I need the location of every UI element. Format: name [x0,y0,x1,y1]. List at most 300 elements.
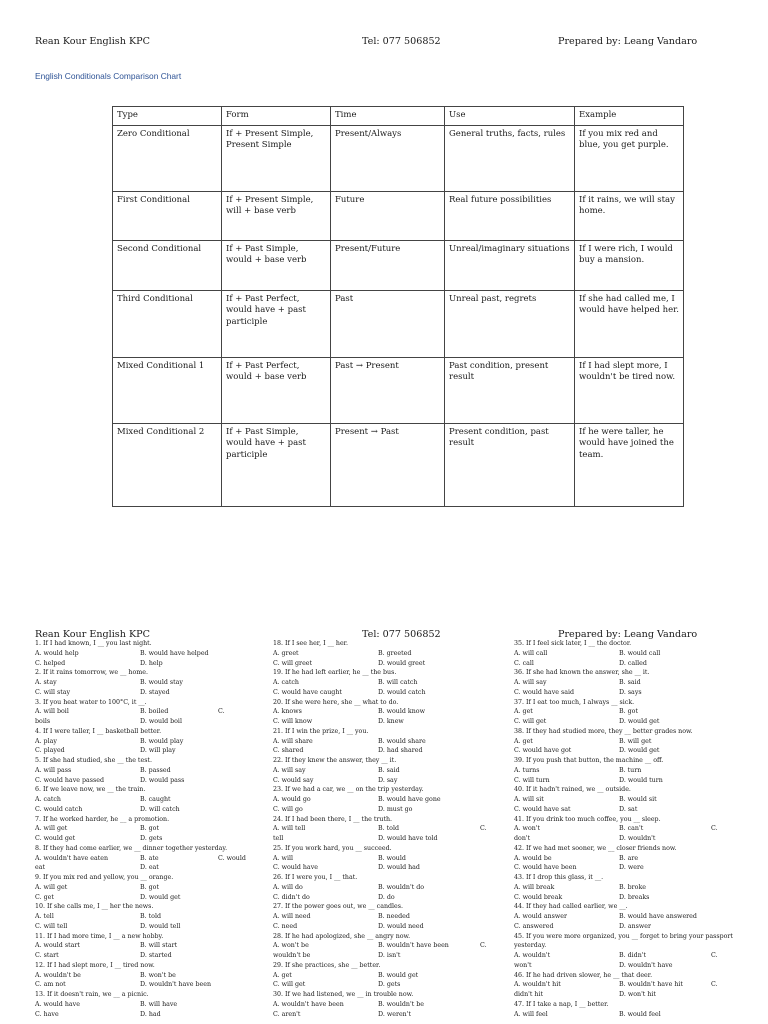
quiz-option: C. would [218,854,246,862]
quiz-option: D. had shared [378,747,423,755]
quiz-options-row [514,688,744,698]
quiz-option: D. would tell [140,922,181,930]
table-header-cell: Example [575,107,684,126]
quiz-option: A. wouldn't hit [514,981,561,989]
table-cell: If + Present Simple, Present Simple [222,125,331,191]
quiz-question-text: 28. If he had apologized, she __ angry now. [273,932,411,940]
quiz-options-row [273,649,493,659]
quiz-option: A. will boil [35,708,69,716]
quiz-line [35,756,255,766]
quiz-option: A. will feel [514,1010,548,1018]
quiz-line [514,785,744,795]
quiz-option: D. wouldn't have [619,961,673,969]
quiz-option: D. would get [619,718,660,725]
quiz-option: D. will catch [140,805,180,813]
quiz-option: C. will stay [35,688,71,696]
quiz-question-text: 35. If I feel sick later, I __ the doctor. [514,640,632,647]
quiz-options-row [35,883,255,893]
quiz-question-text: 13. If it doesn't rain, we __ a picnic. [35,991,149,998]
quiz-option: D. knew [378,718,404,725]
header-school-name: Rean Kour English KPC [35,36,150,47]
quiz-option: C. answered [514,922,554,930]
quiz-option: D. gets [378,981,401,989]
quiz-option: D. eat [140,864,159,872]
quiz-option: A. will get [35,883,68,891]
quiz-options-row [35,893,255,903]
quiz-option: B. needed [378,913,410,920]
quiz-options-row [273,766,493,776]
quiz-option: A. wouldn't have eaten [35,854,109,862]
quiz-question-text: 19. If he had left earlier, he __ the bus. [273,669,397,677]
quiz-options-row [35,912,255,922]
quiz-question-text: 37. If I eat too much, I always __ sick. [514,698,635,706]
quiz-options-row [514,922,744,932]
quiz-option: B. would [378,854,406,862]
quiz-option: D. wouldn't [619,835,656,842]
quiz-option: D. stayed [140,688,170,696]
quiz-option: D. had [140,1010,161,1018]
quiz-options-row [35,766,255,776]
quiz-options-row [35,746,255,756]
quiz-option: D. will play [140,747,176,755]
quiz-options-row [273,659,493,669]
table-cell: Present/Always [331,125,445,191]
header-phone: Tel: 077 506852 [362,36,441,47]
table-cell: Future [331,191,445,240]
quiz-option: B. will have [140,1000,178,1008]
quiz-options-row [273,854,493,864]
quiz-question-text: 9. If you mix red and yellow, you __ orange. [35,874,174,881]
quiz-option: A. would start [35,942,80,950]
quiz-question-text: 29. If she practices, she __ better. [273,961,381,969]
quiz-option: don't [514,835,531,842]
quiz-option: A. will get [35,825,68,833]
quiz-option: A. wouldn't have been [273,1000,344,1008]
quiz-column-3 [514,639,744,1019]
quiz-line [35,668,255,678]
quiz-option: B. greeted [378,649,412,657]
quiz-option: B. wouldn't do [378,883,425,891]
quiz-option: A. greet [273,649,299,657]
quiz-options-row [514,649,744,659]
quiz-option: A. get [273,971,292,979]
quiz-options-row [273,805,493,815]
quiz-options-row [273,922,493,932]
quiz-option: D. would boil [140,718,182,725]
quiz-option: C. would have [273,864,318,872]
quiz-option: A. will share [273,737,313,745]
quiz-options-row [35,1000,255,1010]
quiz-line [35,844,255,854]
quiz-options-row [273,893,493,903]
table-row [113,191,684,240]
quiz-option: C. need [273,922,298,930]
quiz-line [273,785,493,795]
quiz-question-text: yesterday. [514,942,547,950]
quiz-options-row [514,737,744,747]
quiz-option: A. would answer [514,913,568,920]
table-cell: If + Past Perfect, would have + past participle [222,290,331,357]
quiz-option: C. have [35,1010,59,1018]
table-cell: Second Conditional [113,240,222,290]
quiz-option: C. would have passed [35,776,104,784]
quiz-options-row [514,883,744,893]
quiz-option: A. turns [514,766,540,774]
quiz-question-text: 25. If you work hard, you __ succeed. [273,844,392,852]
quiz-line [273,668,493,678]
quiz-line [35,698,255,708]
quiz-option: C. will tell [35,922,68,930]
quiz-option: didn't hit [514,991,543,998]
quiz-options-row [514,854,744,864]
quiz-options-row [35,717,255,727]
quiz-option: C. call [514,659,534,667]
table-cell: If + Past Simple, would + base verb [222,240,331,290]
quiz-option: B. got [140,825,159,833]
quiz-line [514,971,744,981]
quiz-options-row [273,824,493,834]
table-row [113,423,684,506]
quiz-option: B. will get [619,737,652,745]
table-row [113,290,684,357]
header2-phone: Tel: 077 506852 [362,629,441,640]
quiz-option: D. weren't [378,1010,411,1018]
quiz-question-text: 6. If we leave now, we __ the train. [35,786,146,794]
quiz-option: C. shared [273,747,304,755]
quiz-option: B. broke [619,883,647,891]
table-header-cell: Use [445,107,575,126]
quiz-options-row [273,883,493,893]
quiz-options-row [514,961,744,971]
quiz-line [273,844,493,854]
table-header-cell: Form [222,107,331,126]
quiz-option: A. would go [273,796,311,803]
quiz-question-text: 44. If they had called earlier, we __. [514,903,628,911]
quiz-option: D. started [140,952,172,959]
quiz-option: D. isn't [378,952,401,959]
quiz-option: D. were [619,864,644,872]
quiz-option: B. boiled [140,708,169,716]
quiz-options-row [35,824,255,834]
quiz-option: C. [711,981,718,989]
quiz-line [273,873,493,883]
quiz-option: D. would have told [378,835,438,842]
quiz-options-row [35,834,255,844]
quiz-options-row [514,1010,744,1020]
quiz-option: C. aren't [273,1010,301,1018]
quiz-options-row [514,863,744,873]
quiz-option: A. knows [273,708,302,716]
table-cell: Past → Present [331,357,445,423]
quiz-option: B. wouldn't have been [378,942,449,950]
quiz-option: A. catch [35,796,61,803]
table-cell: If it rains, we will stay home. [575,191,684,240]
quiz-options-row [273,717,493,727]
quiz-options-row [35,707,255,717]
quiz-option: A. will break [514,883,555,891]
conditionals-table [112,106,684,507]
quiz-options-row [273,971,493,981]
quiz-option: D. would had [378,864,420,872]
quiz-options-row [273,941,493,951]
quiz-options-row [273,1010,493,1020]
quiz-options-row [273,737,493,747]
quiz-option: B. got [140,883,159,891]
table-cell: Mixed Conditional 1 [113,357,222,423]
quiz-option: D. would catch [378,688,426,696]
quiz-option: B. can't [619,825,644,833]
quiz-option: D. called [619,659,647,667]
quiz-option: C. helped [35,659,66,667]
quiz-option: eat [35,864,46,872]
quiz-question-text: 1. If I had known, I __ you last night. [35,640,152,647]
quiz-question-text: 20. If she were here, she __ what to do. [273,698,399,706]
quiz-line [35,932,255,942]
quiz-options-row [35,922,255,932]
table-cell: General truths, facts, rules [445,125,575,191]
quiz-option: C. [711,825,718,833]
header2-prepared-by: Prepared by: Leang Vandaro [558,629,698,640]
quiz-line [273,727,493,737]
quiz-option: D. answer [619,922,651,930]
quiz-option: D. wouldn't have been [140,981,212,989]
quiz-line [273,815,493,825]
quiz-option: B. caught [140,796,171,803]
quiz-option: D. breaks [619,893,650,901]
quiz-options-row [35,1010,255,1020]
quiz-option: boils [35,718,51,725]
chart-title: English Conditionals Comparison Chart [35,71,182,81]
quiz-line [35,815,255,825]
quiz-option: B. didn't [619,952,647,959]
table-cell: If he were taller, he would have joined the team. [575,423,684,506]
quiz-options-row [273,688,493,698]
quiz-option: A. will do [273,883,303,891]
quiz-option: A. will [273,854,293,862]
quiz-option: B. would play [140,737,184,745]
quiz-line [35,902,255,912]
table-cell: If I were rich, I would buy a mansion. [575,240,684,290]
quiz-option: C. would break [514,893,563,901]
quiz-line [35,961,255,971]
quiz-line [514,1000,744,1010]
quiz-option: A. will tell [273,825,306,833]
quiz-option: D. do [378,893,395,901]
quiz-options-row [35,863,255,873]
quiz-option: C. start [35,952,59,959]
quiz-options-row [35,649,255,659]
quiz-option: C. [218,708,225,716]
quiz-question-text: 23. If we had a car, we __ on the trip yesterday. [273,786,424,794]
quiz-options-row [514,980,744,990]
quiz-question-text: 36. If she had known the answer, she __ it. [514,669,650,677]
quiz-option: C. would have said [514,688,575,696]
quiz-option: B. would know [378,708,425,716]
quiz-line [514,902,744,912]
quiz-options-row [514,746,744,756]
quiz-options-row [273,678,493,688]
quiz-question-text: 7. If he worked harder, he __ a promotion. [35,815,170,823]
quiz-option: C. would have got [514,747,572,755]
quiz-question-text: 10. If she calls me, I __ her the news. [35,903,154,911]
table-cell: If + Past Simple, would have + past participle [222,423,331,506]
quiz-option: B. turn [619,766,642,774]
quiz-question-text: 26. If I were you, I __ that. [273,874,358,881]
quiz-options-row [514,951,744,961]
quiz-options-row [514,766,744,776]
quiz-option: D. would get [619,747,660,755]
quiz-option: C. played [35,747,65,755]
quiz-line [514,815,744,825]
table-cell: Past condition, present result [445,357,575,423]
quiz-option: D. help [140,659,163,667]
quiz-line [514,873,744,883]
quiz-option: A. will pass [35,766,72,774]
quiz-option: C. am not [35,981,66,989]
quiz-column-2 [273,639,493,1019]
quiz-question-text: 11. If I had more time, I __ a new hobby. [35,932,164,940]
quiz-question-text: 22. If they knew the answer, they __ it. [273,757,397,764]
quiz-option: C. will get [273,981,306,989]
table-cell: If you mix red and blue, you get purple. [575,125,684,191]
quiz-line [35,639,255,649]
quiz-options-row [35,941,255,951]
quiz-question-text: 43. If I drop this glass, it __. [514,874,604,881]
quiz-option: A. wouldn't be [35,971,81,979]
quiz-option: B. would stay [140,679,183,686]
quiz-line [514,668,744,678]
table-cell: Unreal past, regrets [445,290,575,357]
quiz-option: D. say [378,776,398,784]
quiz-question-text: 38. If they had studied more, they __ better grades now. [514,727,693,735]
quiz-question-text: 3. If you heat water to 100°C, it __. [35,698,147,706]
table-cell: Present condition, past result [445,423,575,506]
table-header-cell: Time [331,107,445,126]
quiz-option: A. would be [514,854,552,862]
quiz-options-row [35,805,255,815]
quiz-options-row [35,776,255,786]
quiz-line [514,639,744,649]
quiz-option: B. said [378,766,400,774]
quiz-options-row [35,659,255,669]
quiz-option: A. stay [35,679,57,686]
quiz-option: A. would have [35,1000,80,1008]
quiz-option: A. would help [35,649,79,657]
quiz-option: B. would share [378,737,426,745]
quiz-option: B. would call [619,649,661,657]
table-row [113,240,684,290]
quiz-options-row [273,776,493,786]
quiz-option: A. get [514,708,533,716]
quiz-options-row [514,707,744,717]
quiz-question-text: 21. If I win the prize, I __ you. [273,727,369,735]
quiz-question-text: 41. If you drink too much coffee, you __ sleep. [514,815,661,823]
quiz-line [273,990,493,1000]
quiz-option: B. will start [140,942,178,950]
table-cell: Mixed Conditional 2 [113,423,222,506]
quiz-question-text: 45. If you were more organized, you __ forget to bring your passport [514,932,733,940]
quiz-option: B. are [619,854,639,862]
quiz-option: B. would have gone [378,796,441,803]
quiz-option: A. will need [273,913,311,920]
quiz-options-row [514,776,744,786]
quiz-line [514,844,744,854]
quiz-option: A. wouldn't [514,952,551,959]
quiz-option: A. get [514,737,533,745]
quiz-line [273,902,493,912]
quiz-options-row [35,971,255,981]
quiz-question-text: 42. If we had met sooner, we __ closer friends now. [514,844,677,852]
quiz-question-text: 47. If I take a nap, I __ better. [514,1000,609,1008]
quiz-question-text: 30. If we had listened, we __ in trouble now. [273,991,414,998]
quiz-option: A. won't [514,825,541,833]
quiz-options-row [514,990,744,1000]
quiz-line [35,990,255,1000]
quiz-column-1 [35,639,255,1019]
quiz-option: tell [273,835,284,842]
quiz-line [514,756,744,766]
quiz-line [514,932,744,942]
quiz-option: C. [480,825,487,833]
quiz-options-row [514,717,744,727]
quiz-option: B. would get [378,971,419,979]
quiz-option: D. would turn [619,776,663,784]
quiz-line [35,785,255,795]
table-cell: If she had called me, I would have helped her. [575,290,684,357]
quiz-option: C. will turn [514,776,550,784]
quiz-options-row [35,795,255,805]
quiz-option: C. will greet [273,659,313,667]
quiz-question-text: 5. If she had studied, she __ the test. [35,757,152,764]
quiz-options-row [273,795,493,805]
quiz-line [273,698,493,708]
quiz-options-row [273,951,493,961]
quiz-option: B. wouldn't have hit [619,981,683,989]
quiz-line [273,639,493,649]
quiz-option: C. will go [273,805,303,813]
quiz-options-row [273,746,493,756]
quiz-question-text: 2. If it rains tomorrow, we __ home. [35,669,148,677]
quiz-question-text: 12. If I had slept more, I __ tired now. [35,961,155,969]
quiz-option: D. must go [378,805,413,813]
quiz-options-row [273,863,493,873]
quiz-option: B. ate [140,854,159,862]
quiz-options-row [514,678,744,688]
quiz-question-text: 46. If he had driven slower, he __ that deer. [514,971,653,979]
table-header-cell: Type [113,107,222,126]
table-row [113,125,684,191]
quiz-question-text: 27. If the power goes out, we __ candles. [273,903,404,911]
table-cell: Past [331,290,445,357]
quiz-option: A. tell [35,913,54,920]
quiz-option: C. would have been [514,864,577,872]
quiz-options-row [273,1000,493,1010]
quiz-option: B. got [619,708,638,716]
quiz-options-row [514,659,744,669]
quiz-options-row [35,854,255,864]
quiz-option: B. said [619,679,641,686]
quiz-options-row [514,805,744,815]
quiz-option: C. didn't do [273,893,310,901]
quiz-line [35,873,255,883]
quiz-option: C. [480,942,487,950]
header-prepared-by: Prepared by: Leang Vandaro [558,36,698,47]
quiz-options-row [35,688,255,698]
quiz-question-text: 8. If they had come earlier, we __ dinner together yesterday. [35,844,228,852]
quiz-option: A. won't be [273,942,309,950]
quiz-question-text: 4. If I were taller, I __ basketball better. [35,727,162,735]
quiz-options-row [273,980,493,990]
